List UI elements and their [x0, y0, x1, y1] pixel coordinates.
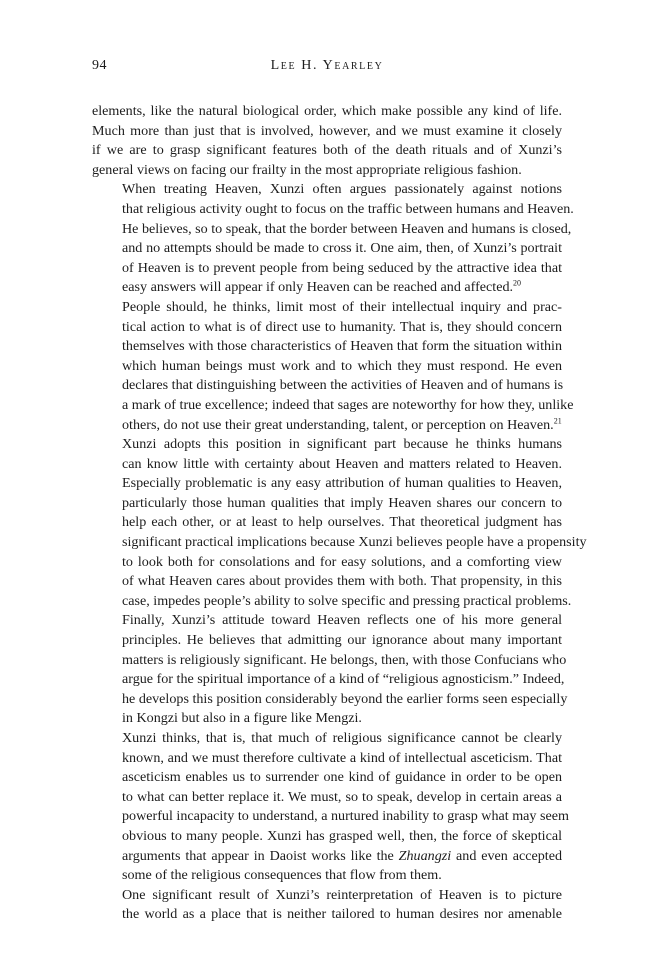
- paragraph: [92, 611, 568, 729]
- text-line: obvious to many people. Xunzi has grasped well, then, the force of skeptical: [122, 827, 562, 844]
- text-line: can know little with certainty about Heaven and matters related to Heaven.: [122, 455, 562, 472]
- text-line: asceticism enables us to surrender one kind of guidance in order to be open: [122, 769, 562, 786]
- text-line: he develops this position considerably beyond the earlier forms seen especially: [122, 690, 568, 707]
- text-line: People should, he thinks, limit most of their intellectual inquiry and prac-: [122, 298, 562, 315]
- text-line: in Kongzi but also in a figure like Mengzi.: [122, 710, 362, 727]
- text-line-content: easy answers will appear if only Heaven can be reached and affected.: [122, 279, 514, 296]
- page-number: 94: [92, 58, 107, 73]
- text-line: of Heaven is to prevent people from being seduced by the attractive idea that: [122, 259, 562, 276]
- text-line: and no attempts should be made to cross it. One aim, then, of Xunzi’s portrait: [122, 240, 562, 257]
- text-line: help each other, or at least to help ourselves. That theoretical judgment has: [122, 514, 562, 531]
- text-line: When treating Heaven, Xunzi often argues passionately against notions: [122, 181, 562, 198]
- paragraph: [92, 435, 587, 611]
- paragraph: [92, 180, 574, 298]
- endnote-marker: 21: [553, 415, 562, 425]
- text-line: [92, 278, 562, 298]
- paragraph: [92, 298, 574, 435]
- text-line: which human beings must work and to which they must respond. He even: [122, 357, 562, 374]
- text-line-content: and even accepted: [451, 847, 563, 864]
- text-line: Much more than just that is involved, however, and we must examine it closely: [92, 122, 562, 139]
- text-line: to what can better replace it. We must, so to speak, develop in certain areas a: [122, 788, 562, 805]
- text-line: to look both for consolations and for easy solutions, and a comforting view: [122, 553, 562, 570]
- text-line: tical action to what is of direct use to humanity. That is, they should concern: [122, 318, 562, 335]
- text-line: general views on facing our frailty in the most appropriate religious fashion.: [92, 161, 522, 178]
- text-line: matters is religiously significant. He belongs, then, with those Confucians who: [122, 651, 567, 668]
- text-line: significant practical implications because Xunzi believes people have a propensity: [122, 534, 587, 551]
- text-line: particularly those human qualities that imply Heaven shares our concern to: [122, 494, 562, 511]
- text-line: principles. He believes that admitting our ignorance about many important: [122, 632, 562, 649]
- text-line: Xunzi thinks, that is, that much of religious significance cannot be clearly: [122, 730, 562, 746]
- book-title: Zhuangzi: [398, 847, 452, 864]
- text-line: Especially problematic is any easy attribution of human qualities to Heaven,: [122, 475, 562, 492]
- text-line: the world as a place that is neither tailored to human desires nor amenable: [122, 906, 562, 923]
- text-line: Finally, Xunzi’s attitude toward Heaven reflects one of his more general: [122, 612, 562, 629]
- text-line: One significant result of Xunzi’s reinterpretation of Heaven is to picture: [122, 886, 562, 903]
- paragraph: [92, 102, 562, 180]
- paragraph: [92, 729, 569, 886]
- body-text: [92, 102, 587, 925]
- text-line: known, and we must therefore cultivate a kind of intellectual asceticism. That: [122, 749, 562, 766]
- text-line: themselves with those characteristics of Heaven that form the situation within: [122, 338, 562, 355]
- text-line: some of the religious consequences that flow from them.: [122, 867, 442, 884]
- text-line: Xunzi adopts this position in significant part because he thinks humans: [122, 436, 562, 453]
- text-line: a mark of true excellence; indeed that sages are noteworthy for how they, unlike: [122, 396, 574, 413]
- text-line: [92, 416, 562, 436]
- text-line-content: others, do not use their great understanding, talent, or perception on Heaven.: [122, 416, 554, 433]
- text-line: powerful incapacity to understand, a nurtured inability to grasp what may seem: [122, 808, 569, 825]
- text-line: that religious activity ought to focus on the traffic between humans and Heaven.: [122, 200, 574, 217]
- paragraph: [92, 886, 562, 925]
- text-line: He believes, so to speak, that the border between Heaven and humans is closed,: [122, 220, 572, 237]
- text-line: argue for the spiritual importance of a kind of “religious agnosticism.” Indeed,: [122, 671, 565, 688]
- text-line: elements, like the natural biological order, which make possible any kind of life.: [92, 103, 562, 119]
- endnote-marker: 20: [513, 278, 522, 288]
- text-line: declares that distinguishing between the activities of Heaven and of humans is: [122, 377, 564, 394]
- page-header: [92, 58, 562, 78]
- text-line: [92, 847, 562, 867]
- text-line-content: arguments that appear in Daoist works like the: [122, 847, 399, 864]
- text-line: of what Heaven cares about provides them with both. That propensity, in this: [122, 573, 562, 590]
- running-head: Lee H. Yearley: [270, 58, 384, 73]
- text-line: if we are to grasp significant features both of the death rituals and of Xunzi’s: [92, 142, 562, 159]
- text-line: case, impedes people’s ability to solve specific and pressing practical problems.: [122, 592, 572, 609]
